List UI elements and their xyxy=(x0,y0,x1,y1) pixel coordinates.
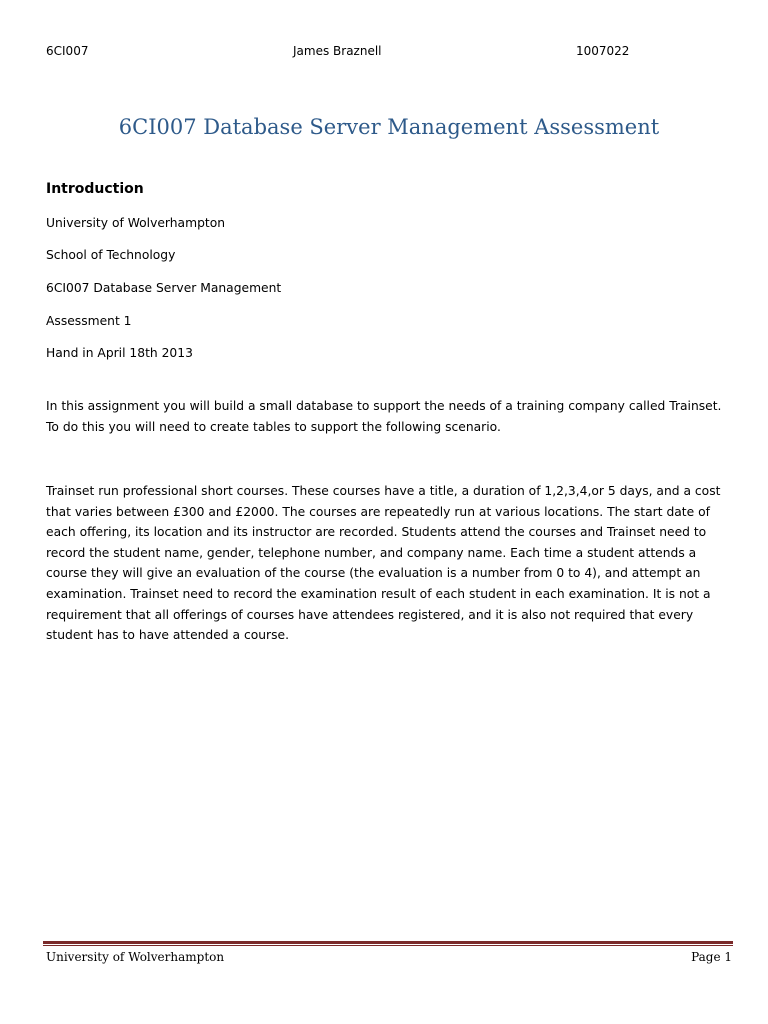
intro-line-university: University of Wolverhampton xyxy=(46,216,226,230)
paragraph-line: examination. Trainset need to record the examination result of each student in each examination. It is not a xyxy=(46,586,711,601)
header-module-code: 6CI007 xyxy=(46,44,89,58)
paragraph-line: student has to have attended a course. xyxy=(46,628,289,643)
paragraph-line: each offering, its location and its instructor are recorded. Students attend the courses and Trainset need to xyxy=(46,525,707,540)
footer-university: University of Wolverhampton xyxy=(46,950,225,964)
paragraph-line: To do this you will need to create tables to support the following scenario. xyxy=(46,419,501,434)
paragraph-line: that varies between £300 and £2000. The courses are repeatedly run at various locations. The start date of xyxy=(46,504,710,519)
page-header xyxy=(46,44,726,62)
document-title: 6CI007 Database Server Management Assessment xyxy=(118,115,660,139)
header-author: James Braznell xyxy=(293,44,382,58)
assignment-paragraph xyxy=(46,396,746,437)
page-footer xyxy=(46,950,732,966)
paragraph-line: course they will give an evaluation of the course (the evaluation is a number from 0 to 4), and attempt an xyxy=(46,566,701,581)
header-student-id: 1007022 xyxy=(576,44,630,58)
footer-divider-thin xyxy=(43,945,733,946)
paragraph-line: requirement that all offerings of courses have attendees registered, and it is also not required that every xyxy=(46,607,694,622)
footer-divider xyxy=(43,941,733,944)
intro-line-school: School of Technology xyxy=(46,248,176,262)
paragraph-line: record the student name, gender, telephone number, and company name. Each time a student attends a xyxy=(46,545,697,560)
paragraph-line: In this assignment you will build a small database to support the needs of a training company called Trainset. xyxy=(46,399,722,413)
introduction-heading: Introduction xyxy=(46,181,144,197)
paragraph-line: Trainset run professional short courses. These courses have a title, a duration of 1,2,3,4,or 5 days, and a cost xyxy=(46,484,721,498)
intro-line-module: 6CI007 Database Server Management xyxy=(46,281,282,295)
intro-line-assessment: Assessment 1 xyxy=(46,314,132,328)
footer-page-number: Page 1 xyxy=(691,950,732,964)
scenario-paragraph xyxy=(46,481,746,646)
intro-line-hand-in: Hand in April 18th 2013 xyxy=(46,346,193,360)
